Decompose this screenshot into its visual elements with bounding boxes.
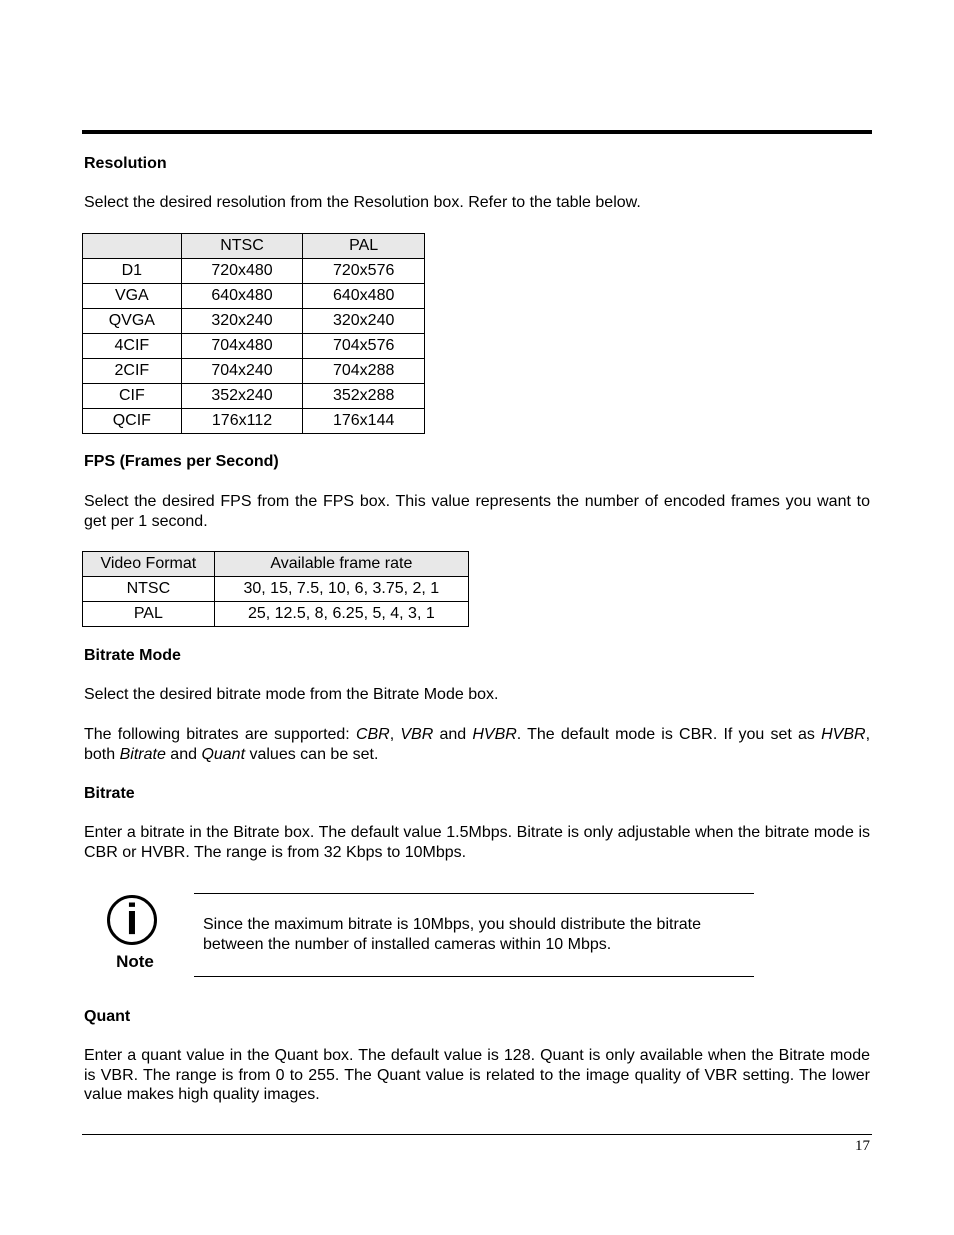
table-cell: D1 <box>83 259 182 284</box>
table-cell: 176x144 <box>303 409 425 434</box>
bitrate-mode-heading: Bitrate Mode <box>84 647 181 664</box>
table-cell: 2CIF <box>83 359 182 384</box>
table-row <box>83 334 425 359</box>
text-run: values can be set. <box>245 745 379 763</box>
quant-term: Quant <box>201 745 246 763</box>
table-cell: 720x576 <box>303 259 425 284</box>
bitrate-para: Enter a bitrate in the Bitrate box. The default value 1.5Mbps. Bitrate is only adjustable when the bitrate mode is CBR or HVBR. The range is from 32 Kbps to 10Mbps. <box>84 824 870 861</box>
table-cell: 704x240 <box>181 359 303 384</box>
table-row <box>83 309 425 334</box>
table-cell: 4CIF <box>83 334 182 359</box>
table-row <box>83 602 469 627</box>
table-cell: VGA <box>83 284 182 309</box>
resolution-table-header <box>83 234 425 259</box>
text-run: , <box>389 726 401 743</box>
table-cell: 352x240 <box>181 384 303 409</box>
page-number: 17 <box>855 1138 870 1154</box>
note-top-rule <box>194 893 754 894</box>
fps-intro: Select the desired FPS from the FPS box. This value represents the number of encoded frames you want to get per 1 second. <box>84 493 870 530</box>
table-cell: NTSC <box>83 577 215 602</box>
table-cell: 640x480 <box>181 284 303 309</box>
table-row <box>83 384 425 409</box>
table-cell: 30, 15, 7.5, 10, 6, 3.75, 2, 1 <box>214 577 468 602</box>
table-cell: 704x480 <box>181 334 303 359</box>
table-header-cell: Video Format <box>83 552 215 577</box>
table-cell: 720x480 <box>181 259 303 284</box>
table-cell: 640x480 <box>303 284 425 309</box>
table-row <box>83 409 425 434</box>
resolution-heading: Resolution <box>84 155 167 172</box>
table-cell: 352x288 <box>303 384 425 409</box>
table-header-cell: PAL <box>303 234 425 259</box>
text-run: and <box>165 745 202 763</box>
footer-rule <box>82 1134 872 1135</box>
note-label: Note <box>116 952 154 971</box>
table-row <box>83 577 469 602</box>
text-run: . The default mode is CBR. If you set as <box>516 726 822 743</box>
info-glyph: i <box>125 895 139 944</box>
table-row <box>83 284 425 309</box>
hvbr-term: HVBR <box>472 726 517 743</box>
quant-heading: Quant <box>84 1008 131 1025</box>
hvbr-term: HVBR <box>821 726 866 743</box>
fps-table-header <box>83 552 469 577</box>
text-run: and <box>433 726 473 743</box>
note-bottom-rule <box>194 976 754 977</box>
resolution-table <box>82 233 425 434</box>
cbr-term: CBR <box>355 726 390 743</box>
bitrate-mode-para1: Select the desired bitrate mode from the Bitrate Mode box. <box>84 686 499 703</box>
table-cell: 704x576 <box>303 334 425 359</box>
quant-para: Enter a quant value in the Quant box. The default value is 128. Quant is only available when the Bitrate mode is VBR. The range is from 0 to 255. The Quant value is related to the image quality of VBR setting. The lower value makes high quality images. <box>84 1047 870 1103</box>
bitrate-mode-para2 <box>84 725 870 764</box>
note-text: Since the maximum bitrate is 10Mbps, you should distribute the bitrate between the number of installed cameras within 10 Mbps. <box>203 916 702 953</box>
fps-table <box>82 551 469 627</box>
vbr-term: VBR <box>400 726 434 743</box>
table-row <box>83 359 425 384</box>
table-cell: 320x240 <box>181 309 303 334</box>
table-cell: QVGA <box>83 309 182 334</box>
table-cell: PAL <box>83 602 215 627</box>
table-cell: 320x240 <box>303 309 425 334</box>
table-header-cell: Available frame rate <box>214 552 468 577</box>
fps-heading: FPS (Frames per Second) <box>84 453 279 470</box>
bitrate-heading: Bitrate <box>84 785 135 802</box>
table-cell: QCIF <box>83 409 182 434</box>
resolution-intro: Select the desired resolution from the Resolution box. Refer to the table below. <box>84 194 641 211</box>
text-run: The following bitrates are supported: <box>84 726 356 743</box>
table-cell: 704x288 <box>303 359 425 384</box>
text-run: , both <box>84 726 871 763</box>
info-icon <box>107 895 157 945</box>
table-header-cell: NTSC <box>181 234 303 259</box>
table-header-cell <box>83 234 182 259</box>
table-cell: 176x112 <box>181 409 303 434</box>
bitrate-term: Bitrate <box>119 745 166 763</box>
table-cell: CIF <box>83 384 182 409</box>
table-row <box>83 259 425 284</box>
table-cell: 25, 12.5, 8, 6.25, 5, 4, 3, 1 <box>214 602 468 627</box>
top-rule <box>82 130 872 134</box>
